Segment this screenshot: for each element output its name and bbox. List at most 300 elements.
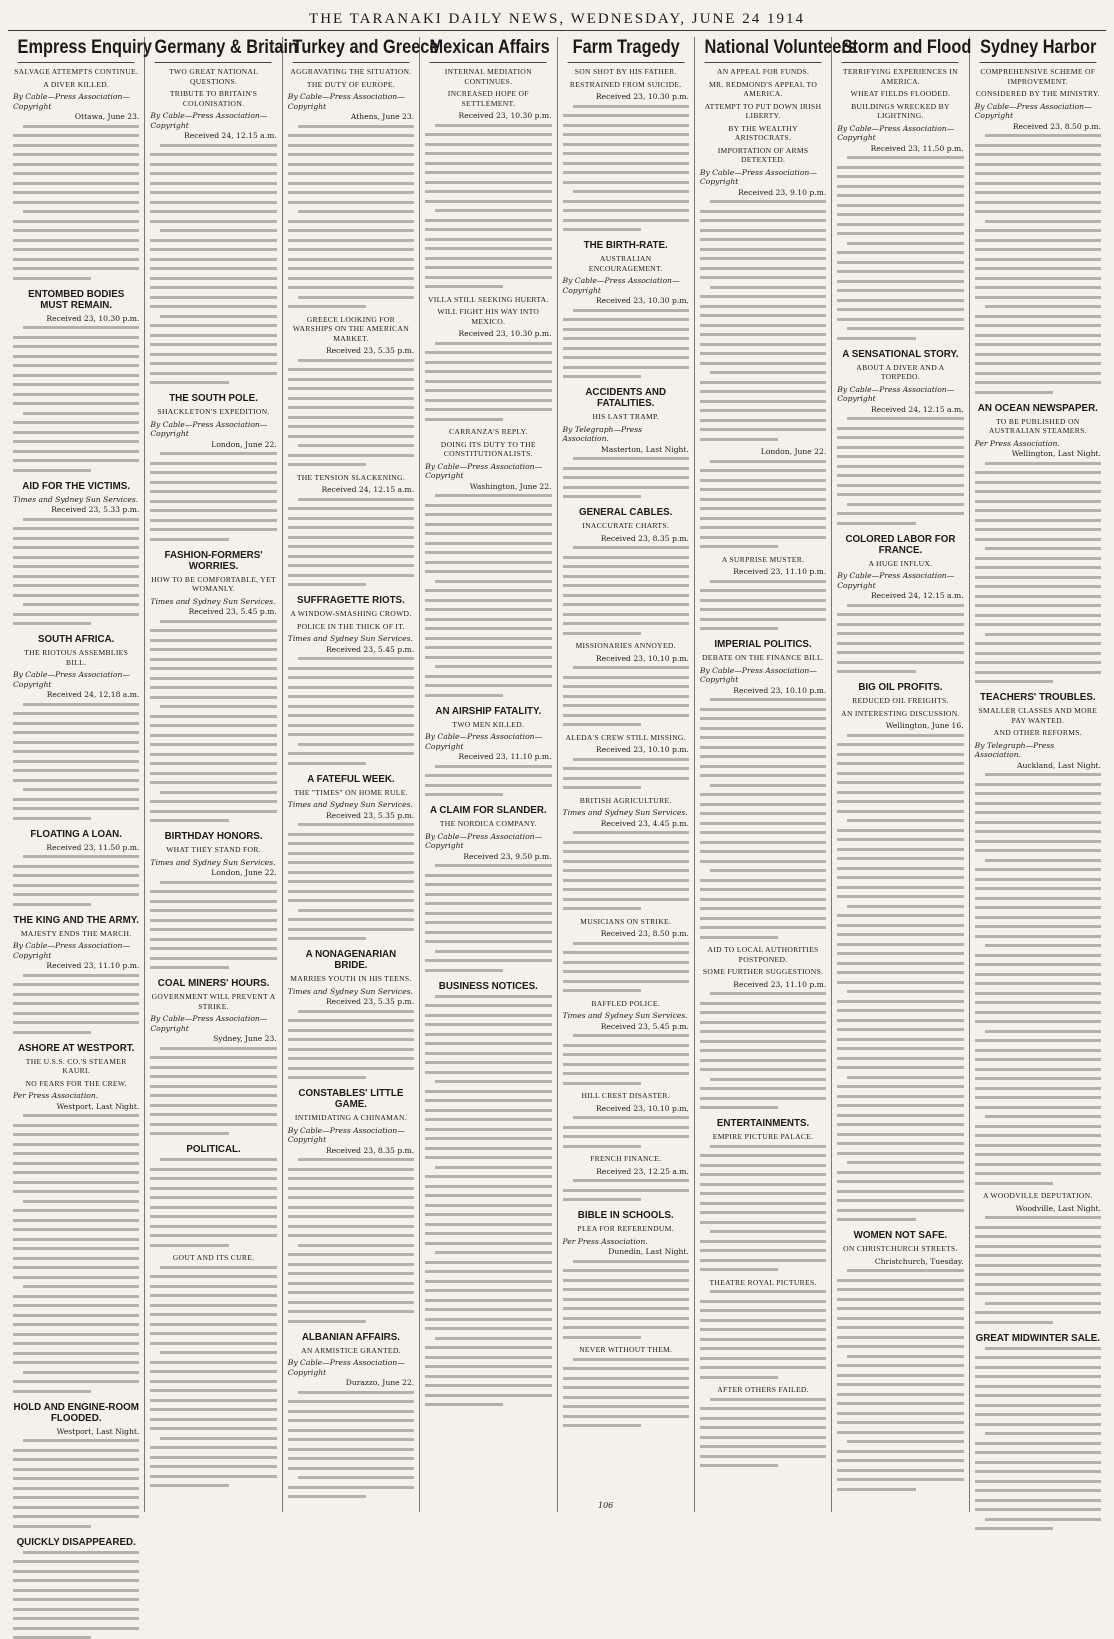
- text-line: [288, 1272, 414, 1275]
- text-line: [837, 1317, 963, 1320]
- article-body: [150, 1266, 276, 1488]
- text-line: [13, 1021, 139, 1024]
- article-deck: RESTRAINED FROM SUICIDE.: [563, 80, 689, 90]
- text-line: [288, 286, 414, 289]
- text-line: [150, 734, 276, 737]
- text-line: [288, 918, 414, 921]
- text-line: [700, 1183, 826, 1186]
- text-line: [700, 755, 826, 758]
- article-body: [288, 1158, 414, 1323]
- article-heading: AN AIRSHIP FATALITY.: [425, 706, 551, 717]
- text-line: [975, 1470, 1101, 1473]
- article-deck: TWO GREAT NATIONAL QUESTIONS.: [150, 67, 276, 86]
- text-line: [563, 356, 689, 359]
- text-line: [700, 390, 826, 393]
- article-deck: WHAT THEY STAND FOR.: [150, 845, 276, 855]
- dateline: London, June 22.: [700, 447, 826, 457]
- article-deck: MUSICIANS ON STRIKE.: [563, 917, 689, 927]
- text-line: [425, 1365, 551, 1368]
- text-line: [150, 1056, 276, 1059]
- dateline: Received 24, 12.15 a.m.: [837, 405, 963, 415]
- article-body: [975, 462, 1101, 684]
- text-line: [563, 1336, 641, 1339]
- text-line: [710, 1230, 826, 1233]
- text-line: [710, 286, 826, 289]
- text-line: [13, 191, 139, 194]
- text-line: [13, 345, 139, 348]
- text-line: [288, 733, 414, 736]
- text-line: [975, 528, 1101, 531]
- text-line: [700, 295, 826, 298]
- text-line: [847, 1161, 963, 1164]
- text-line: [425, 1261, 551, 1264]
- text-line: [700, 936, 778, 939]
- text-line: [13, 1002, 139, 1005]
- text-line: [700, 717, 826, 720]
- dateline: Received 23, 5.45 p.m.: [563, 1022, 689, 1032]
- text-line: [150, 1275, 276, 1278]
- text-line: [563, 1269, 689, 1272]
- article-body: [425, 124, 551, 289]
- text-line: [13, 1352, 139, 1355]
- text-line: [425, 675, 551, 678]
- text-line: [975, 1394, 1101, 1397]
- text-line: [563, 603, 689, 606]
- article-body: [13, 1551, 139, 1639]
- text-line: [563, 486, 689, 489]
- text-line: [23, 1371, 139, 1374]
- text-line: [288, 1467, 414, 1470]
- text-line: [847, 503, 963, 506]
- text-line: [425, 940, 551, 943]
- text-line: [975, 671, 1101, 674]
- article-deck: AUSTRALIAN ENCOURAGEMENT.: [563, 254, 689, 273]
- article-deck: TO BE PUBLISHED ON AUSTRALIAN STEAMERS.: [975, 417, 1101, 436]
- text-line: [150, 762, 276, 765]
- text-line: [837, 337, 915, 340]
- text-line: [425, 793, 503, 796]
- text-line: [425, 370, 551, 373]
- text-line: [13, 731, 139, 734]
- article-heading: ASHORE AT WESTPORT.: [13, 1043, 139, 1054]
- text-line: [150, 1342, 276, 1345]
- text-line: [150, 481, 276, 484]
- text-line: [975, 849, 1101, 852]
- text-line: [837, 661, 963, 664]
- text-line: [837, 1298, 963, 1301]
- dateline: Received 23, 8.35 p.m.: [288, 1146, 414, 1156]
- text-line: [837, 829, 963, 832]
- text-line: [425, 1403, 503, 1406]
- text-line: [700, 352, 826, 355]
- article-deck: BAFFLED POLICE.: [563, 999, 689, 1009]
- text-line: [288, 1301, 414, 1304]
- article-heading: IMPERIAL POLITICS.: [700, 639, 826, 650]
- text-line: [160, 1158, 276, 1161]
- text-line: [13, 364, 139, 367]
- text-line: [710, 460, 826, 463]
- text-line: [837, 1152, 963, 1155]
- text-line: [563, 879, 689, 882]
- text-line: [847, 1355, 963, 1358]
- text-line: [700, 1417, 826, 1420]
- dateline: Auckland, Last Night.: [975, 761, 1101, 771]
- text-line: [13, 903, 91, 906]
- text-line: [150, 267, 276, 270]
- article-deck: THE "TIMES" ON HOME RULE.: [288, 788, 414, 798]
- text-line: [288, 248, 414, 251]
- text-line: [425, 418, 503, 421]
- text-line: [847, 242, 963, 245]
- text-line: [700, 419, 826, 422]
- article-heading: QUICKLY DISAPPEARED.: [13, 1537, 139, 1548]
- text-line: [975, 585, 1101, 588]
- article-heading: FASHION-FORMERS' WORRIES.: [150, 550, 276, 572]
- text-line: [700, 362, 826, 365]
- article-heading: BIBLE IN SCHOOLS.: [563, 1210, 689, 1221]
- article-deck: THE RIOTOUS ASSEMBLIES BILL.: [13, 648, 139, 667]
- text-line: [160, 881, 276, 884]
- dateline: Dunedin, Last Night.: [563, 1247, 689, 1257]
- text-line: [847, 819, 963, 822]
- text-line: [288, 714, 414, 717]
- text-line: [150, 696, 276, 699]
- text-line: [700, 438, 778, 441]
- text-line: [573, 105, 689, 108]
- text-line: [975, 210, 1101, 213]
- text-line: [563, 860, 689, 863]
- text-line: [298, 1391, 414, 1394]
- text-line: [710, 200, 826, 203]
- text-line: [700, 409, 826, 412]
- text-line: [13, 1333, 139, 1336]
- text-line: [13, 1390, 91, 1393]
- text-line: [975, 680, 1053, 683]
- article-deck: BUILDINGS WRECKED BY LIGHTNING.: [837, 102, 963, 121]
- text-line: [837, 474, 963, 477]
- text-line: [700, 1040, 826, 1043]
- text-line: [288, 305, 366, 308]
- text-line: [975, 973, 1101, 976]
- article-heading: AID FOR THE VICTIMS.: [13, 481, 139, 492]
- article-body: [700, 698, 826, 939]
- text-line: [13, 440, 139, 443]
- text-line: [13, 336, 139, 339]
- text-line: [13, 459, 139, 462]
- article-body: [975, 134, 1101, 394]
- article-deck: TERRIFYING EXPERIENCES IN AMERICA.: [837, 67, 963, 86]
- text-line: [288, 229, 414, 232]
- text-line: [288, 852, 414, 855]
- wire-credit: Times and Sydney Sun Services.: [288, 987, 414, 997]
- text-line: [837, 512, 963, 515]
- text-line: [425, 599, 551, 602]
- text-line: [985, 1347, 1101, 1350]
- text-line: [837, 1133, 963, 1136]
- text-line: [288, 378, 414, 381]
- text-line: [13, 431, 139, 434]
- article-body: [563, 1179, 689, 1201]
- text-line: [563, 888, 689, 891]
- text-line: [150, 353, 276, 356]
- text-line: [975, 362, 1101, 365]
- text-line: [985, 305, 1101, 308]
- wire-credit: By Cable—Press Association—Copyright: [700, 168, 826, 187]
- article-deck: SALVAGE ATTEMPTS CONTINUE.: [13, 67, 139, 77]
- text-line: [13, 1012, 139, 1015]
- text-line: [975, 1153, 1101, 1156]
- article-deck: MAJESTY ENDS THE MARCH.: [13, 929, 139, 939]
- text-line: [150, 677, 276, 680]
- text-line: [150, 1234, 276, 1237]
- text-line: [975, 286, 1101, 289]
- text-line: [288, 861, 414, 864]
- text-line: [23, 1200, 139, 1203]
- text-line: [563, 1415, 689, 1418]
- dateline: Durazzo, June 22.: [288, 1378, 414, 1388]
- text-line: [425, 694, 503, 697]
- text-line: [985, 547, 1101, 550]
- text-line: [975, 614, 1101, 617]
- text-line: [975, 840, 1101, 843]
- text-line: [700, 898, 826, 901]
- text-line: [150, 724, 276, 727]
- article-deck: GREECE LOOKING FOR WARSHIPS ON THE AMERICAN MARKET.: [288, 315, 414, 344]
- text-line: [563, 1424, 641, 1427]
- dateline: Received 23, 9.10 p.m.: [700, 188, 826, 198]
- text-line: [975, 1442, 1101, 1445]
- text-line: [573, 942, 689, 945]
- article-heading: ENTERTAINMENTS.: [700, 1118, 826, 1129]
- text-line: [975, 481, 1101, 484]
- text-line: [700, 926, 826, 929]
- text-line: [150, 1370, 276, 1373]
- text-line: [837, 962, 963, 965]
- text-line: [975, 1489, 1101, 1492]
- text-line: [435, 1337, 551, 1340]
- text-line: [837, 194, 963, 197]
- text-line: [150, 957, 276, 960]
- text-line: [700, 907, 826, 910]
- text-line: [425, 1289, 551, 1292]
- text-line: [700, 879, 826, 882]
- text-line: [150, 753, 276, 756]
- article-heading: BIRTHDAY HONORS.: [150, 831, 276, 842]
- text-line: [975, 783, 1101, 786]
- text-line: [563, 613, 689, 616]
- text-line: [288, 182, 414, 185]
- text-line: [573, 666, 689, 669]
- article-body: [288, 657, 414, 765]
- wire-credit: Per Press Association.: [13, 1091, 139, 1101]
- text-line: [425, 1014, 551, 1017]
- article-body: [425, 342, 551, 421]
- text-line: [837, 299, 963, 302]
- article-heading: HOLD AND ENGINE-ROOM FLOODED.: [13, 1402, 139, 1424]
- text-line: [150, 1380, 276, 1383]
- text-line: [425, 532, 551, 535]
- article-heading: TEACHERS' TROUBLES.: [975, 692, 1101, 703]
- text-line: [13, 1598, 139, 1601]
- text-line: [975, 1226, 1101, 1229]
- text-line: [288, 258, 414, 261]
- text-line: [425, 143, 551, 146]
- text-line: [563, 366, 689, 369]
- text-line: [13, 144, 139, 147]
- text-line: [13, 594, 139, 597]
- text-line: [837, 952, 963, 955]
- article-body: [150, 1047, 276, 1136]
- text-line: [700, 1068, 826, 1071]
- text-line: [837, 1114, 963, 1117]
- text-line: [288, 880, 414, 883]
- text-line: [288, 545, 414, 548]
- text-line: [150, 1399, 276, 1402]
- text-line: [425, 1394, 551, 1397]
- text-line: [288, 1495, 366, 1498]
- text-line: [288, 1291, 414, 1294]
- column-headline: Empress Enquiry: [18, 37, 135, 63]
- text-line: [150, 938, 276, 941]
- text-line: [13, 1171, 139, 1174]
- dateline: London, June 22.: [150, 868, 276, 878]
- text-line: [837, 446, 963, 449]
- text-line: [700, 1249, 826, 1252]
- text-line: [975, 1356, 1101, 1359]
- text-line: [700, 1328, 826, 1331]
- text-line: [13, 134, 139, 137]
- article-heading: ENTOMBED BODIES MUST REMAIN.: [13, 289, 139, 311]
- text-line: [13, 1219, 139, 1222]
- text-line: [425, 551, 551, 554]
- text-line: [425, 152, 551, 155]
- text-line: [573, 831, 689, 834]
- wire-credit: By Cable—Press Association—Copyright: [288, 1126, 414, 1145]
- text-line: [837, 1393, 963, 1396]
- wire-credit: Times and Sydney Sun Services.: [288, 800, 414, 810]
- text-line: [837, 623, 963, 626]
- article-deck: DOING ITS DUTY TO THE CONSTITUTIONALISTS.: [425, 440, 551, 459]
- article-heading: A CLAIM FOR SLANDER.: [425, 805, 551, 816]
- article-deck: MISSIONARIES ANNOYED.: [563, 641, 689, 651]
- text-line: [288, 526, 414, 529]
- text-line: [700, 1221, 826, 1224]
- text-line: [700, 1464, 778, 1467]
- text-line: [837, 1412, 963, 1415]
- text-line: [700, 1011, 826, 1014]
- text-line: [150, 490, 276, 493]
- text-line: [975, 1235, 1101, 1238]
- text-line: [13, 1627, 139, 1630]
- text-line: [975, 372, 1101, 375]
- text-line: [837, 522, 915, 525]
- text-line: [563, 565, 689, 568]
- text-line: [563, 209, 689, 212]
- text-line: [700, 599, 826, 602]
- text-line: [425, 1137, 551, 1140]
- text-line: [150, 1313, 276, 1316]
- text-line: [563, 375, 641, 378]
- text-line: [837, 857, 963, 860]
- article-body: [837, 1269, 963, 1491]
- article-deck: A WOODVILLE DEPUTATION.: [975, 1191, 1101, 1201]
- text-line: [13, 1190, 139, 1193]
- dateline: Received 23, 8.50 p.m.: [563, 929, 689, 939]
- text-line: [837, 943, 963, 946]
- text-line: [700, 1407, 826, 1410]
- text-line: [150, 343, 276, 346]
- column-2: [145, 37, 282, 1512]
- text-line: [700, 267, 826, 270]
- text-line: [288, 191, 414, 194]
- text-line: [150, 1285, 276, 1288]
- text-line: [288, 1019, 414, 1022]
- text-line: [288, 762, 366, 765]
- text-line: [13, 1525, 91, 1528]
- text-line: [425, 589, 551, 592]
- text-line: [975, 1366, 1101, 1369]
- article-deck: GOUT AND ITS CURE.: [150, 1253, 276, 1263]
- text-line: [13, 182, 139, 185]
- text-line: [288, 172, 414, 175]
- text-line: [975, 353, 1101, 356]
- article-deck: SON SHOT BY HIS FATHER.: [563, 67, 689, 77]
- text-line: [13, 798, 139, 801]
- text-line: [13, 1496, 139, 1499]
- text-line: [563, 1072, 689, 1075]
- text-line: [288, 686, 414, 689]
- text-line: [425, 1318, 551, 1321]
- text-line: [563, 1386, 689, 1389]
- text-line: [975, 604, 1101, 607]
- column-1: [8, 37, 145, 1512]
- text-line: [298, 1158, 414, 1161]
- text-line: [425, 656, 551, 659]
- text-line: [700, 1455, 826, 1458]
- text-line: [13, 229, 139, 232]
- text-line: [435, 342, 551, 345]
- dateline: Wellington, June 16.: [837, 721, 963, 731]
- text-line: [425, 523, 551, 526]
- text-line: [425, 902, 551, 905]
- text-line: [700, 1154, 826, 1157]
- text-line: [288, 1486, 414, 1489]
- article-deck: POLICE IN THE THICK OF IT.: [288, 622, 414, 632]
- text-line: [160, 705, 276, 708]
- text-line: [425, 931, 551, 934]
- text-line: [425, 684, 551, 687]
- article-deck: GOVERNMENT WILL PREVENT A STRIKE.: [150, 992, 276, 1011]
- text-line: [975, 1404, 1101, 1407]
- wire-credit: By Cable—Press Association—Copyright: [13, 92, 139, 111]
- text-line: [13, 983, 139, 986]
- text-line: [985, 1030, 1101, 1033]
- text-line: [837, 493, 963, 496]
- text-line: [985, 220, 1101, 223]
- text-line: [837, 427, 963, 430]
- article-body: [150, 144, 276, 385]
- text-line: [975, 490, 1101, 493]
- text-line: [435, 765, 551, 768]
- text-line: [563, 495, 641, 498]
- text-line: [700, 746, 826, 749]
- wire-credit: By Cable—Press Association—Copyright: [975, 102, 1101, 121]
- text-line: [13, 450, 139, 453]
- text-line: [298, 909, 414, 912]
- text-line: [288, 277, 414, 280]
- text-line: [700, 1192, 826, 1195]
- text-line: [975, 1163, 1101, 1166]
